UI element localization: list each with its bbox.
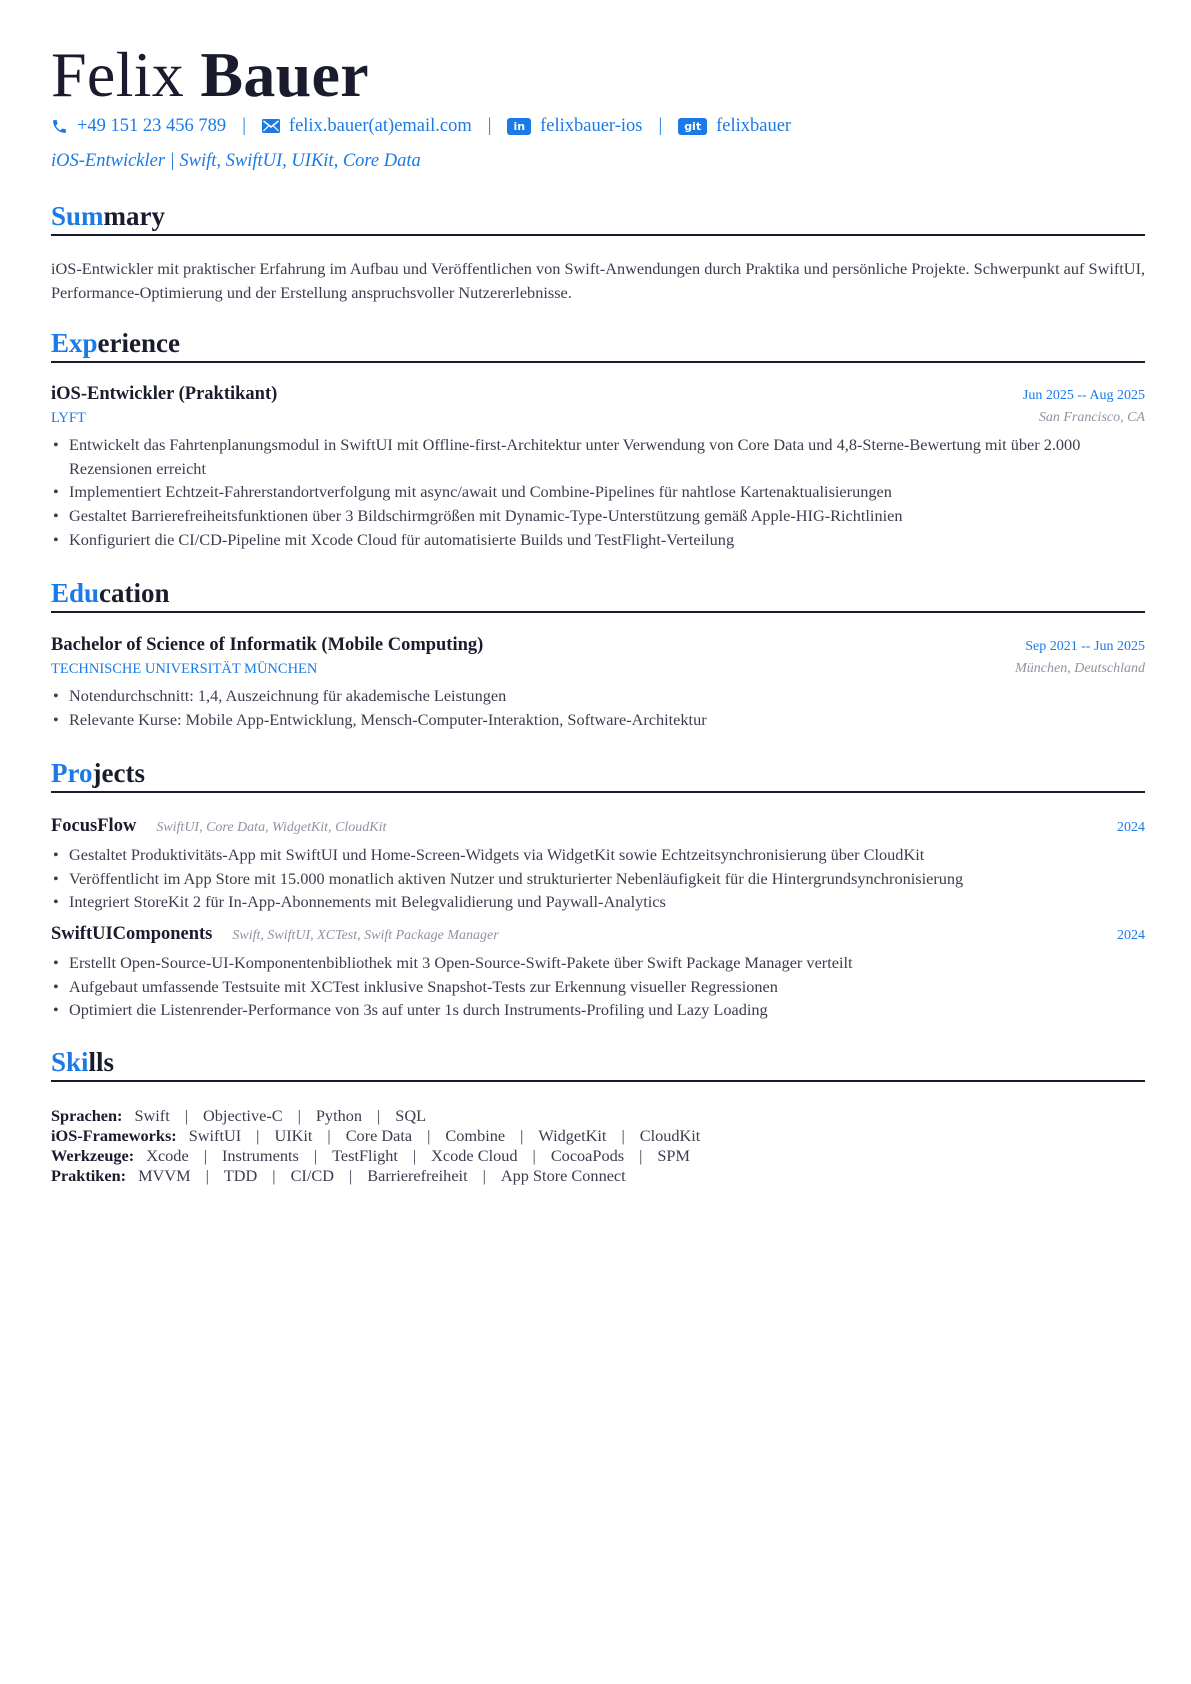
project-year: 2024 bbox=[1117, 928, 1145, 943]
skill-category-label: Sprachen: bbox=[51, 1106, 123, 1125]
skill-item: CloudKit bbox=[639, 1126, 701, 1145]
email-address: felix.bauer(at)email.com bbox=[288, 115, 472, 136]
skills-section-heading bbox=[51, 1046, 1145, 1082]
skill-separator: | bbox=[639, 1146, 643, 1165]
skill-category-label: iOS-Frameworks: bbox=[51, 1126, 177, 1145]
skill-item: SwiftUI bbox=[188, 1126, 242, 1145]
skill-separator: | bbox=[482, 1166, 486, 1185]
skill-item: WidgetKit bbox=[538, 1126, 607, 1145]
skill-separator: | bbox=[532, 1146, 536, 1165]
github-handle: felixbauer bbox=[716, 115, 792, 136]
skill-item: Swift bbox=[134, 1106, 170, 1125]
skill-separator: | bbox=[184, 1106, 189, 1125]
project-title bbox=[51, 924, 499, 945]
skill-separator: | bbox=[272, 1166, 276, 1185]
phone-number: +49 151 23 456 789 bbox=[77, 115, 227, 136]
project-bullets bbox=[51, 951, 1147, 1022]
section-title-accent: Ski bbox=[51, 1047, 89, 1077]
projects-section-heading bbox=[51, 757, 1145, 793]
summary-text: iOS-Entwickler mit praktischer Erfahrung im Aufbau und Veröffentlichen von Swift-Anwendungen durch Praktika und persönliche Projekte. Schwerpunkt auf SwiftUI, Performance-Optimierung und der Erstellung anspruchsvoller Nutzererlebnisse. bbox=[51, 259, 1146, 302]
skill-item: CocoaPods bbox=[550, 1146, 625, 1165]
degree-title: Bachelor of Science of Informatik (Mobile Computing) bbox=[51, 635, 484, 655]
skill-separator: | bbox=[621, 1126, 625, 1145]
skill-separator: | bbox=[313, 1146, 318, 1165]
project-title bbox=[51, 816, 386, 837]
skill-item: Barrierefreiheit bbox=[367, 1166, 468, 1185]
education-section-heading bbox=[51, 577, 1145, 613]
list-item: • Relevante Kurse: Mobile App-Entwicklung, Mensch-Computer-Interaktion, Software-Architektur bbox=[51, 708, 1147, 732]
contact-line bbox=[51, 113, 791, 139]
list-item: • Implementiert Echtzeit-Fahrerstandortverfolgung mit async/await und Combine-Pipelines für nahtlose Kartenaktualisierungen bbox=[51, 480, 1147, 504]
skill-item: Objective-C bbox=[203, 1106, 283, 1125]
section-title bbox=[51, 757, 145, 789]
skill-separator: | bbox=[327, 1126, 331, 1145]
skill-item: Core Data bbox=[345, 1126, 413, 1145]
experience-section-heading bbox=[51, 327, 1145, 363]
skill-separator: | bbox=[427, 1126, 431, 1145]
contact-separator: | bbox=[487, 115, 492, 136]
skill-item: MVVM bbox=[138, 1166, 191, 1185]
skill-item: Instruments bbox=[221, 1146, 299, 1165]
tagline: iOS-Entwickler | Swift, SwiftUI, UIKit, Core Data bbox=[51, 151, 421, 171]
list-item: • Notendurchschnitt: 1,4, Auszeichnung für akademische Leistungen bbox=[51, 684, 1147, 708]
envelope-icon bbox=[262, 119, 280, 133]
job-dates: Jun 2025 -- Aug 2025 bbox=[1022, 388, 1145, 403]
skill-item: TestFlight bbox=[332, 1146, 398, 1165]
section-title bbox=[51, 1046, 114, 1078]
skill-item: UIKit bbox=[274, 1126, 313, 1145]
email-contact[interactable] bbox=[262, 116, 472, 137]
school-name: TECHNISCHE UNIVERSITÄT MÜNCHEN bbox=[51, 661, 318, 677]
candidate-name bbox=[51, 38, 369, 112]
section-title-rest: lls bbox=[88, 1047, 115, 1077]
skill-item: Combine bbox=[445, 1126, 506, 1145]
skill-row bbox=[51, 1106, 700, 1126]
section-title-rest: cation bbox=[99, 578, 170, 608]
skill-separator: | bbox=[203, 1146, 207, 1165]
list-item: • Aufgebaut umfassende Testsuite mit XCTest inklusive Snapshot-Tests zur Erkennung visueller Regressionen bbox=[51, 975, 1147, 999]
contact-separator: | bbox=[242, 115, 246, 136]
list-item: • Erstellt Open-Source-UI-Komponentenbibliothek mit 3 Open-Source-Swift-Pakete über Swift Package Manager verteilt bbox=[51, 951, 1147, 975]
section-title bbox=[51, 200, 165, 232]
section-title-accent: Sum bbox=[51, 201, 104, 231]
skill-item: Python bbox=[315, 1106, 363, 1125]
list-item: • Integriert StoreKit 2 für In-App-Abonnements mit Belegvalidierung und Paywall-Analytics bbox=[51, 890, 1147, 914]
job-title: iOS-Entwickler (Praktikant) bbox=[51, 384, 278, 404]
skill-row bbox=[51, 1146, 700, 1166]
list-item: • Veröffentlicht im App Store mit 15.000 monatlich aktiven Nutzer und strukturierter Nebenläufigkeit für die Hintergrundsynchronisierung bbox=[51, 867, 1147, 891]
last-name: Bauer bbox=[200, 39, 369, 110]
skill-item: SPM bbox=[657, 1146, 690, 1165]
list-item: • Gestaltet Produktivitäts-App mit SwiftUI und Home-Screen-Widgets via WidgetKit sowie Echtzeitsynchronisierung über CloudKit bbox=[51, 843, 1147, 867]
project-name: FocusFlow bbox=[51, 816, 137, 836]
project-bullets bbox=[51, 843, 1147, 914]
project-tech: Swift, SwiftUI, XCTest, Swift Package Manager bbox=[232, 928, 499, 943]
company-name: LYFT bbox=[51, 410, 86, 426]
section-title-accent: Edu bbox=[51, 578, 100, 608]
phone-icon bbox=[51, 118, 68, 135]
github-icon: git bbox=[678, 118, 707, 135]
education-dates: Sep 2021 -- Jun 2025 bbox=[1025, 639, 1145, 654]
skill-item: TDD bbox=[223, 1166, 258, 1185]
contact-separator: | bbox=[658, 115, 663, 136]
linkedin-icon: in bbox=[507, 118, 531, 135]
list-item: • Konfiguriert die CI/CD-Pipeline mit Xcode Cloud für automatisierte Builds und TestFlight-Verteilung bbox=[51, 528, 1147, 552]
github-contact[interactable] bbox=[678, 116, 791, 137]
skill-item: Xcode Cloud bbox=[431, 1146, 518, 1165]
list-item: • Optimiert die Listenrender-Performance von 3s auf unter 1s durch Instruments-Profiling und Lazy Loading bbox=[51, 998, 1147, 1022]
skill-item: App Store Connect bbox=[500, 1166, 626, 1185]
skill-separator: | bbox=[377, 1106, 381, 1125]
skill-separator: | bbox=[412, 1146, 417, 1165]
skill-separator: | bbox=[256, 1126, 260, 1145]
skill-category-label: Werkzeuge: bbox=[51, 1146, 135, 1165]
project-tech: SwiftUI, Core Data, WidgetKit, CloudKit bbox=[156, 820, 387, 835]
skill-separator: | bbox=[349, 1166, 353, 1185]
skill-item: Xcode bbox=[146, 1146, 189, 1165]
section-title-rest: mary bbox=[103, 201, 166, 231]
summary-section-heading bbox=[51, 200, 1145, 236]
education-bullets bbox=[51, 684, 1147, 731]
skill-separator: | bbox=[520, 1126, 524, 1145]
skill-item: CI/CD bbox=[290, 1166, 334, 1185]
linkedin-handle: felixbauer-ios bbox=[540, 115, 643, 136]
skill-item: SQL bbox=[395, 1106, 427, 1125]
section-title-accent: Exp bbox=[51, 328, 98, 358]
list-item: • Gestaltet Barrierefreiheitsfunktionen über 3 Bildschirmgrößen mit Dynamic-Type-Unterstützung gemäß Apple-HIG-Richtlinien bbox=[51, 504, 1147, 528]
skill-category-label: Praktiken: bbox=[51, 1166, 127, 1185]
project-name: SwiftUIComponents bbox=[51, 924, 213, 944]
school-location: München, Deutschland bbox=[1015, 661, 1145, 676]
job-location: San Francisco, CA bbox=[1038, 410, 1145, 425]
section-title-accent: Pro bbox=[51, 758, 93, 788]
section-title-rest: erience bbox=[97, 328, 180, 358]
section-title bbox=[51, 577, 170, 609]
section-title-rest: jects bbox=[92, 758, 145, 788]
skill-row bbox=[51, 1126, 700, 1146]
linkedin-contact[interactable] bbox=[507, 116, 642, 137]
skill-row bbox=[51, 1166, 700, 1186]
job-bullets bbox=[51, 433, 1147, 552]
skills-list bbox=[51, 1106, 700, 1186]
list-item: • Entwickelt das Fahrtenplanungsmodul in SwiftUI mit Offline-first-Architektur unter Verwendung von Core Data und 4,8-Sterne-Bewertung mit über 2.000 Rezensionen erreicht bbox=[51, 433, 1147, 480]
project-year: 2024 bbox=[1117, 820, 1145, 835]
phone-contact[interactable] bbox=[51, 116, 226, 137]
section-title bbox=[51, 327, 180, 359]
skill-separator: | bbox=[297, 1106, 301, 1125]
skill-separator: | bbox=[205, 1166, 209, 1185]
first-name: Felix bbox=[51, 39, 185, 110]
